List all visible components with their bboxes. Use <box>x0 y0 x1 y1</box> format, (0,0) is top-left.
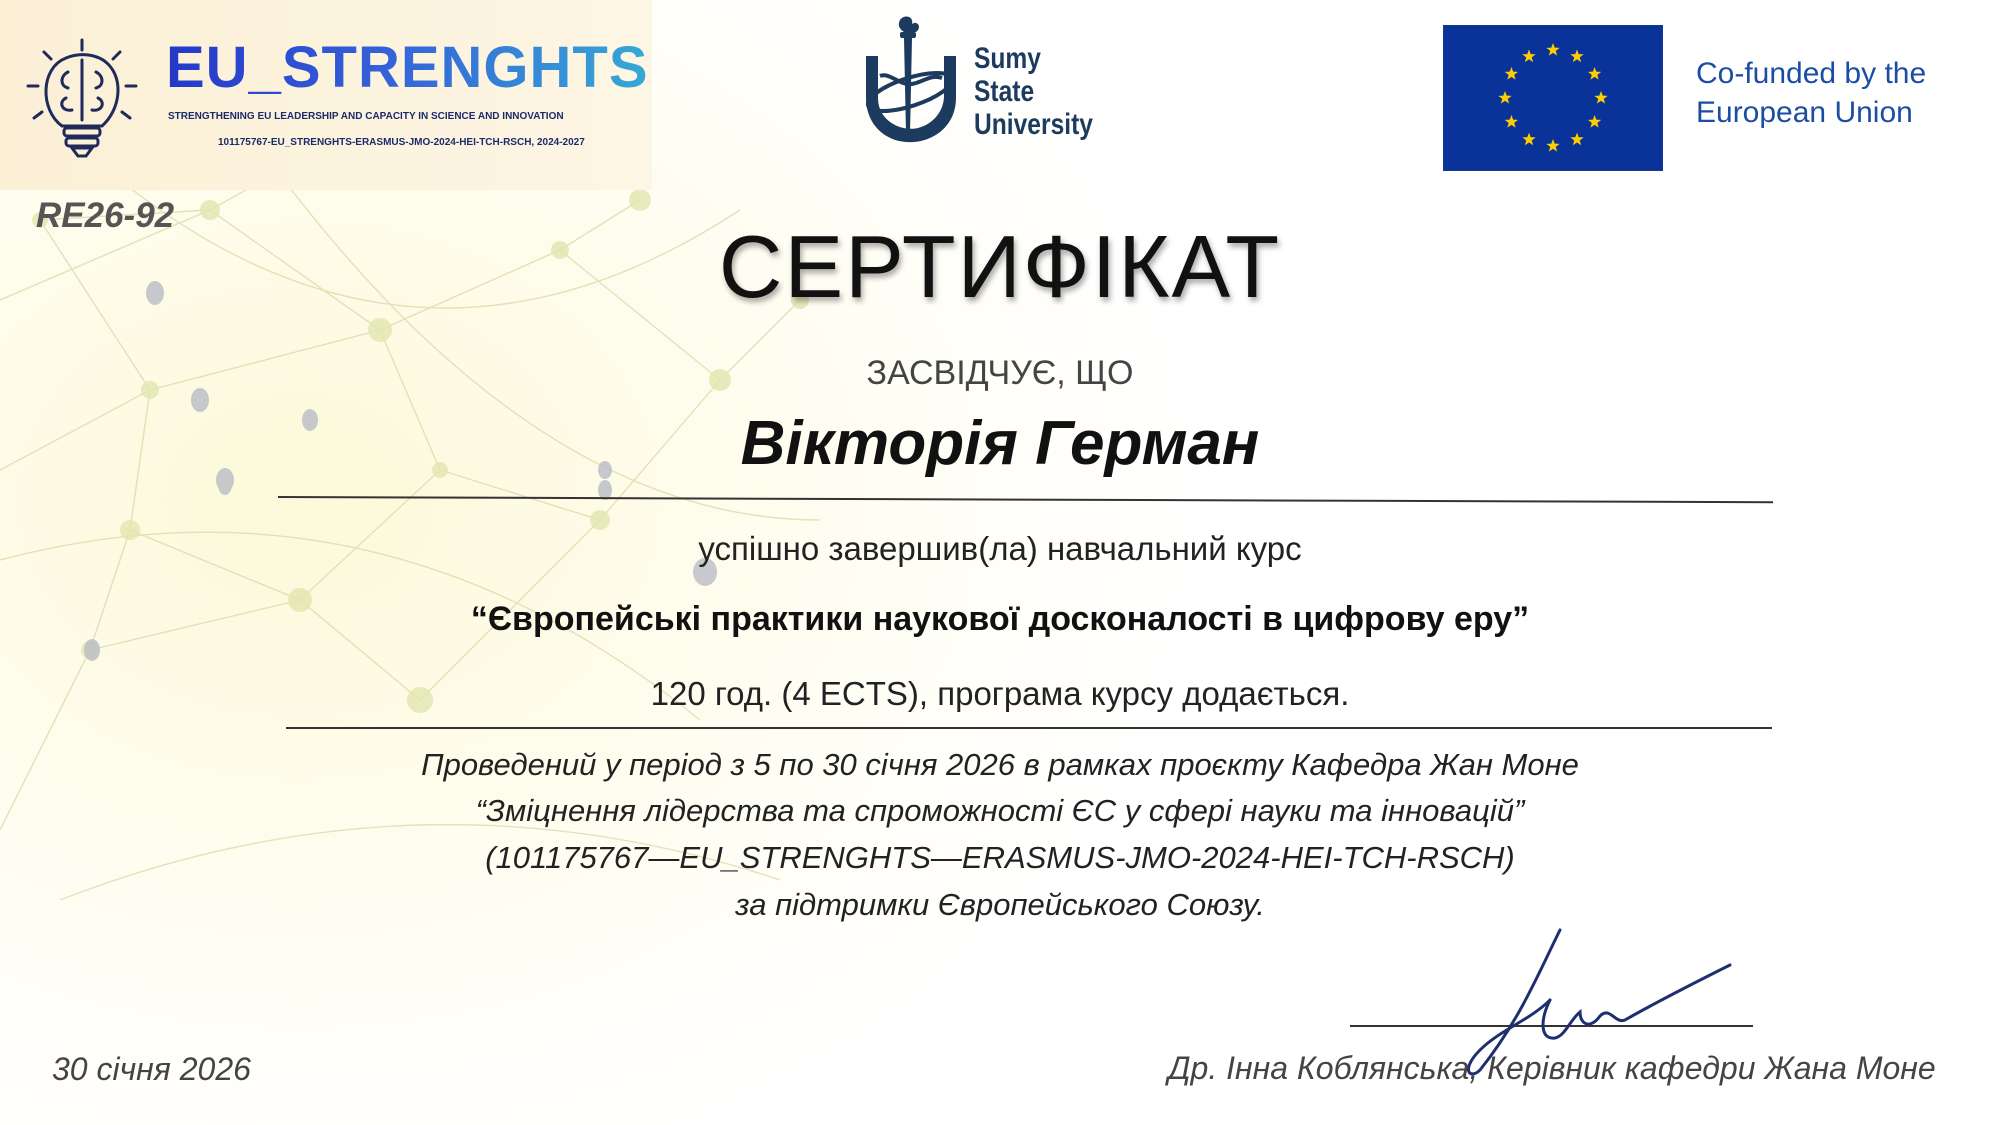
eu-cofunded-line: European Union <box>1696 96 1913 129</box>
eu-flag-icon <box>1443 25 1663 171</box>
globe-torch-icon <box>860 16 962 152</box>
university-name <box>974 42 1093 141</box>
project-note-line: Проведений у період з 5 по 30 січня 2026 в рамках проєкту Кафедра Жан Моне <box>421 747 1579 782</box>
project-brand-subtitle: STRENGTHENING EU LEADERSHIP AND CAPACITY IN SCIENCE AND INNOVATION <box>168 111 564 122</box>
certificate-id: RE26-92 <box>36 196 175 235</box>
university-name-line: University <box>974 108 1093 141</box>
divider-line <box>286 727 1772 729</box>
university-name-line: State <box>974 75 1035 108</box>
project-note-line: “Зміцнення лідерства та спроможності ЄС у сфері науки та інновацій” <box>475 793 1525 828</box>
university-name-line: Sumy <box>974 42 1041 75</box>
eu-cofunded-line: Co-funded by the <box>1696 57 1927 90</box>
certificate-title: СЕРТИФІКАТ <box>718 217 1282 316</box>
project-note-line: (101175767—EU_STRENGHTS—ERASMUS-JMO-2024-HEI-TCH-RSCH) <box>485 840 1515 875</box>
project-note-line: за підтримки Європейського Союзу. <box>735 887 1265 922</box>
completed-label: успішно завершив(ла) навчальний курс <box>698 530 1302 567</box>
recipient-name: Вікторія Герман <box>740 409 1260 478</box>
project-code-line: 101175767-EU_STRENGHTS-ERASMUS-JMO-2024-HEI-TCH-RSCH, 2024-2027 <box>218 137 585 148</box>
issue-date: 30 січня 2026 <box>52 1051 251 1087</box>
eu-cofunded-label <box>1696 54 1926 132</box>
signatory-name: Др. Інна Коблянська, Керівник кафедри Жана Моне <box>1168 1050 1936 1086</box>
project-brand-title: EU_STRENGHTS <box>166 35 649 100</box>
brain-lightbulb-icon <box>26 38 138 158</box>
course-title: “Європейські практики наукової досконалості в цифрову еру” <box>470 600 1530 638</box>
course-hours: 120 год. (4 ECTS), програма курсу додається. <box>650 675 1350 712</box>
certifies-label: ЗАСВІДЧУЄ, ЩО <box>866 354 1134 392</box>
